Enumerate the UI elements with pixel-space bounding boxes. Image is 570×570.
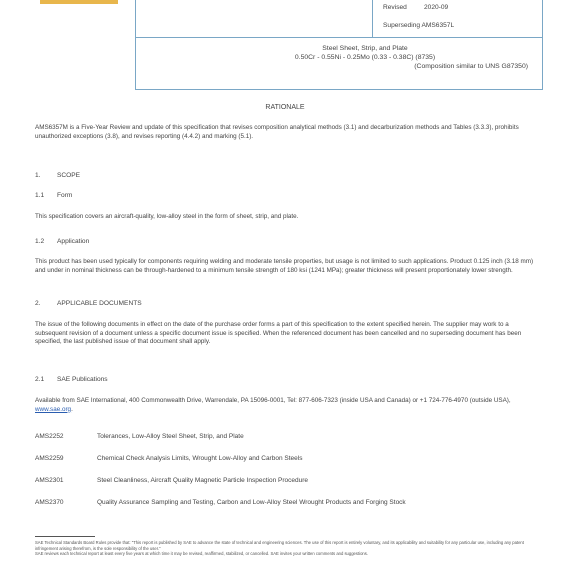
document-title [200,44,530,71]
reference-id: AMS2301 [35,477,64,484]
title-line-1: Steel Sheet, Strip, and Plate [322,45,408,52]
superseding-note: Superseding AMS6357L [383,22,455,29]
title-line-2: 0.50Cr - 0.55Ni - 0.25Mo (0.33 - 0.38C) (8735) [294,54,436,61]
section-title: SCOPE [57,172,81,179]
section-1-2-heading [35,238,89,245]
reference-id: AMS2259 [35,455,64,462]
reference-title: Chemical Check Analysis Limits, Wrought Low-Alloy and Carbon Steels [97,455,303,462]
footer-notice [35,540,540,557]
sae-logo-strip [40,0,118,4]
section-1-heading [35,172,80,179]
section-title: APPLICABLE DOCUMENTS [57,300,142,307]
reference-id: AMS2370 [35,499,64,506]
section-title: SAE Publications [57,376,108,383]
reference-title: Quality Assurance Sampling and Testing, Carbon and Low-Alloy Steel Wrought Products and Forging Stock [97,499,406,506]
reference-row [35,477,308,484]
section-number: 1.1 [35,192,45,199]
section-1-2-text: This product has been used typically for components requiring welding and moderate tensile properties, but usage is not limited to such applications. Product 0.125 inch (3.18 mm) and under in nominal thickness can be through-hardened to a minimum tensile strength of 180 ksi (1241 MPa); greater thickness will present proportionately lower strength. [35,258,534,274]
rationale-heading: RATIONALE [265,104,305,111]
header-divider-vertical [372,0,373,38]
section-number: 2. [35,300,41,307]
reference-row [35,455,302,462]
reference-row [35,433,244,440]
section-2-1-heading [35,376,108,383]
reference-title: Tolerances, Low-Alloy Steel Sheet, Strip, and Plate [97,433,244,440]
revised-label: Revised [383,4,407,11]
section-2-heading [35,300,142,307]
section-2-text: The issue of the following documents in effect on the date of the purchase order forms a part of this specification to the extent specified herein. The supplier may work to a subsequent revision of a document unless a specific document issue is specified. When the referenced document has been cancelled and no superseding document has been specified, the last published issue of that document shall apply. [35,321,522,346]
reference-row [35,499,406,506]
section-number: 1.2 [35,238,45,245]
revised-date: 2020-09 [424,4,449,11]
reference-title: Steel Cleanliness, Aircraft Quality Magnetic Particle Inspection Procedure [97,477,308,484]
sae-website-link[interactable]: www.sae.org [35,405,72,413]
section-1-1-heading [35,192,72,199]
sae-address-text: Available from SAE International, 400 Commonwealth Drive, Warrendale, PA 15096-0001, Tel: 877-606-7323 (inside USA and Canada) or +1 724-776-4970 (outside USA), [35,397,511,404]
section-number: 2.1 [35,376,45,383]
title-line-3: (Composition similar to UNS G87350) [414,63,528,70]
footer-line-2: SAE reviews each technical report at least every five years at which time it may be revised, reaffirmed, stabilized, or cancelled. SAE invites your written comments and suggestions. [35,551,368,557]
section-number: 1. [35,172,41,179]
reference-id: AMS2252 [35,433,64,440]
header-divider-horizontal [135,37,543,38]
section-title: Form [57,192,73,199]
section-title: Application [57,238,90,245]
footer-divider [35,536,95,537]
section-1-1-text: This specification covers an aircraft-quality, low-alloy steel in the form of sheet, strip, and plate. [35,213,299,220]
section-2-1-text: Available from SAE International, 400 Commonwealth Drive, Warrendale, PA 15096-0001, Tel: 877-606-7323 (inside USA and Canada) or +1 724-776-4970 (outside USA), www.sae.org. [35,397,511,413]
footer-line-1: SAE Technical Standards Board Rules provide that: "This report is published by SAE to advance the state of technical and engineering sciences. The use of this report is entirely voluntary, and its applicability and suitability for any particular use, including any patent infringement arising therefrom, is the sole responsibility of the user." [35,540,524,551]
rationale-text: AMS6357M is a Five-Year Review and update of this specification that revises composition analytical methods (3.1) and decarburization methods and Tables (3.3.3), prohibits unauthorized exceptions (3.8), and revises reporting (4.4.2) and marking (5.1). [35,124,519,140]
